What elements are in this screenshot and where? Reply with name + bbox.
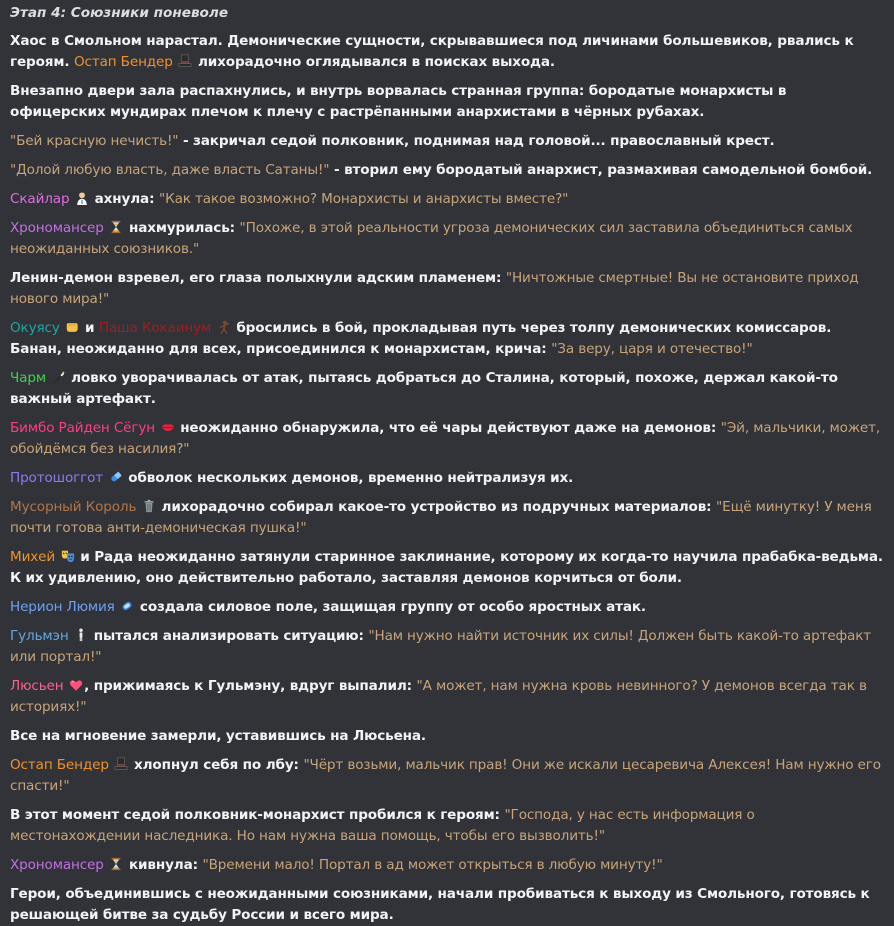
character-mikhey[interactable]: Михей xyxy=(10,549,56,565)
character-chronomancer[interactable]: Хрономансер xyxy=(10,857,104,873)
paragraph-16 xyxy=(10,676,884,718)
paragraph-20 xyxy=(10,855,884,876)
paragraph-6 xyxy=(10,218,884,260)
narration: неожиданно обнаружила, что её чары действуют даже на демонов: xyxy=(180,420,717,436)
narration: пытался анализировать ситуацию: xyxy=(93,628,364,644)
person-standing-icon xyxy=(74,628,88,642)
heart-icon xyxy=(69,678,83,692)
character-bimbo-raiden-shogun[interactable]: Бимбо Райден Сёгун xyxy=(10,420,155,436)
character-gulmen[interactable]: Гульмэн xyxy=(10,628,69,644)
top-hat-icon xyxy=(178,54,192,68)
quote: "А может, нам нужна кровь невинного? У демонов всегда так в историях!" xyxy=(10,678,867,715)
fist-icon xyxy=(65,320,79,334)
character-ostap-bender[interactable]: Остап Бендер xyxy=(10,757,109,773)
paragraph-13 xyxy=(10,547,884,589)
paragraph-7 xyxy=(10,268,884,310)
narration: Внезапно двери зала распахнулись, и внутрь ворвалась странная группа: бородатые монархисты в офицерских мундирах плечом к плечу с растрёпанными анархистами в чёрных рубахах. xyxy=(10,83,787,120)
hourglass-icon xyxy=(109,220,123,234)
paragraph-19 xyxy=(10,805,884,847)
character-nerion-lumia[interactable]: Нерион Люмия xyxy=(10,599,115,615)
trash-can-icon xyxy=(142,499,156,513)
quote: "Долой любую власть, даже власть Сатаны!" xyxy=(10,162,330,178)
paragraph-14 xyxy=(10,597,884,618)
quote: "Как такое возможно? Монархисты и анархисты вместе?" xyxy=(158,191,569,207)
quote: "Ещё минутку! У меня почти готова анти-демоническая пушка!" xyxy=(10,499,872,536)
quote: "Похоже, в этой реальности угроза демонических сил заставила объединиться самых неожиданных союзников." xyxy=(10,220,853,257)
narration: хлопнул себя по лбу: xyxy=(134,757,299,773)
quote: "За веру, царя и отечество!" xyxy=(551,341,753,357)
paragraph-5 xyxy=(10,189,884,210)
paragraph-9 xyxy=(10,368,884,410)
narration: создала силовое поле, защищая группу от особо яростных атак. xyxy=(139,599,646,615)
narration: обволок нескольких демонов, временно нейтрализуя их. xyxy=(128,470,574,486)
narration: Хаос в Смольном нарастал. Демонические сущности, скрывавшиеся под личинами большевиков, рвались к героям. xyxy=(10,33,854,70)
narration: ловко уворачивалась от атак, пытаясь добраться до Сталина, который, похоже, держал какой-то важный артефакт. xyxy=(10,370,838,407)
theater-masks-icon xyxy=(61,549,75,563)
paragraph-4 xyxy=(10,160,884,181)
character-skylar[interactable]: Скайлар xyxy=(10,191,70,207)
character-charm[interactable]: Чарм xyxy=(10,370,46,386)
paragraph-21 xyxy=(10,884,884,926)
narration: кивнула: xyxy=(128,857,198,873)
quote: "Бей красную нечисть!" xyxy=(10,133,179,149)
quote: "Нам нужно найти источник их силы! Должен быть какой-то артефакт или портал!" xyxy=(10,628,872,665)
paragraph-3 xyxy=(10,131,884,152)
narration: и xyxy=(84,320,95,336)
character-pasha-kokainum[interactable]: Паша Кокаинум xyxy=(98,320,212,336)
quote: "Чёрт возьми, мальчик прав! Они же искали цесаревича Алексея! Нам нужно его спасти!" xyxy=(10,757,881,794)
narration: нахмурилась: xyxy=(128,220,235,236)
character-okuyasu[interactable]: Окуясу xyxy=(10,320,60,336)
paragraph-8 xyxy=(10,318,884,360)
quote: "Времени мало! Портал в ад может открыться в любую минуту!" xyxy=(202,857,663,873)
dancer-icon xyxy=(217,320,231,334)
gem-icon xyxy=(120,599,134,613)
paragraph-1 xyxy=(10,31,884,73)
narration: В этот момент седой полковник-монархист пробился к героям: xyxy=(10,807,500,823)
character-chronomancer[interactable]: Хрономансер xyxy=(10,220,104,236)
narration: и Рада неожиданно затянули старинное заклинание, которому их когда-то научила прабабка-ведьма. К их удивлению, оно действительно работало, заставляя демонов корчиться от боли. xyxy=(10,549,883,586)
paragraph-10 xyxy=(10,418,884,460)
narration: лихорадочно оглядывался в поисках выхода. xyxy=(197,54,555,70)
hourglass-icon xyxy=(109,857,123,871)
narration: ахнула: xyxy=(94,191,155,207)
narration: , прижимаясь к Гульмэну, вдруг выпалил: xyxy=(84,678,412,694)
quote: "Господа, у нас есть информация о местонахождении наследника. Но нам нужна ваша помощь, чтобы его вызволить!" xyxy=(10,807,755,844)
narration: - закричал седой полковник, поднимая над головой... православный крест. xyxy=(178,133,775,149)
character-lyusen[interactable]: Люсьен xyxy=(10,678,64,694)
pill-icon xyxy=(109,470,123,484)
narration: Ленин-демон взревел, его глаза полыхнули адским пламенем: xyxy=(10,270,502,286)
lips-icon xyxy=(161,420,175,434)
narration: Герои, объединившись с неожиданными союзниками, начали пробиваться к выходу из Смольного, готовясь к решающей битве за судьбу России и всего мира. xyxy=(10,886,870,923)
paragraph-2 xyxy=(10,81,884,123)
character-protoshoggot[interactable]: Протошоггот xyxy=(10,470,104,486)
narration: - вторил ему бородатый анархист, размахивая самодельной бомбой. xyxy=(329,162,873,178)
character-trash-king[interactable]: Мусорный Король xyxy=(10,499,137,515)
narration: Все на мгновение замерли, уставившись на Люсьена. xyxy=(10,728,426,744)
quote: "Ничтожные смертные! Вы не остановите приход нового мира!" xyxy=(10,270,859,307)
narration: лихорадочно собирал какое-то устройство из подручных материалов: xyxy=(161,499,712,515)
magic-wand-icon xyxy=(52,370,66,384)
paragraph-18 xyxy=(10,755,884,797)
scientist-icon xyxy=(75,191,89,205)
paragraph-17 xyxy=(10,726,884,747)
narration: бросились в бой, прокладывая путь через толпу демонических комиссаров. Банан, неожиданно для всех, присоединился к монархистам, крича: xyxy=(10,320,832,357)
top-hat-icon xyxy=(114,757,128,771)
stage-title: Этап 4: Союзники поневоле xyxy=(10,5,229,21)
paragraph-15 xyxy=(10,626,884,668)
character-ostap-bender[interactable]: Остап Бендер xyxy=(73,54,173,70)
paragraph-11 xyxy=(10,468,884,489)
paragraph-12 xyxy=(10,497,884,539)
quote: "Эй, мальчики, может, обойдёмся без насилия?" xyxy=(10,420,881,457)
